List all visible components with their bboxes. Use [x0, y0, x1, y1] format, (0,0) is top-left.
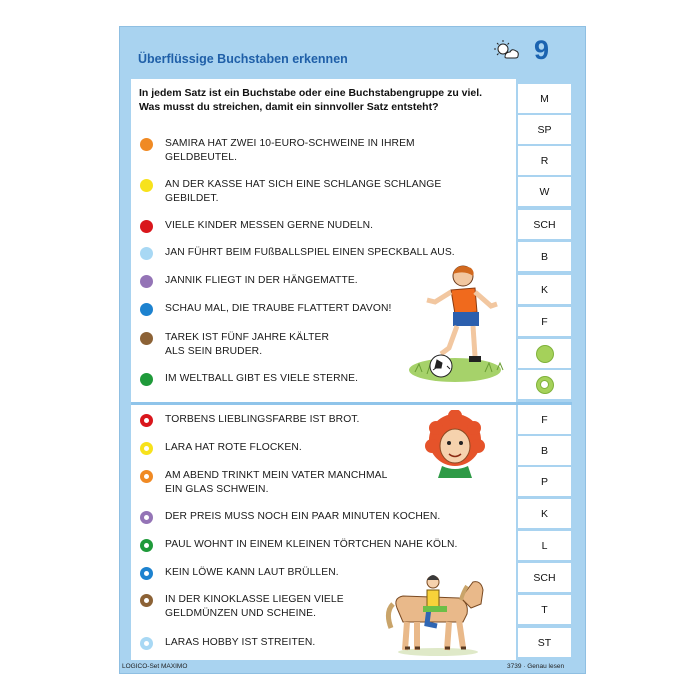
sentence-line: TAREK IST FÜNF JAHRE KÄLTER [165, 332, 330, 343]
answer-tile[interactable]: K [518, 499, 571, 528]
answer-tile[interactable]: F [518, 307, 571, 336]
color-ring-marker [140, 637, 153, 650]
color-dot-marker [140, 138, 153, 151]
sentence-line: SAMIRA HAT ZWEI 10-EURO-SCHWEINE IN IHREM [165, 138, 415, 149]
sentence-line: DER PREIS MUSS NOCH EIN PAAR MINUTEN KOCHEN. [165, 511, 441, 522]
sentence-line: IN DER KINOKLASSE LIEGEN VIELE [165, 594, 344, 605]
sentence-row [140, 593, 344, 621]
instruction-line-2: Was musst du streichen, damit ein sinnvoller Satz entsteht? [139, 101, 439, 113]
sentence-row [140, 137, 415, 165]
color-dot-marker [140, 275, 153, 288]
instruction [139, 86, 514, 114]
sentence-text [165, 510, 440, 524]
answer-tile[interactable]: SCH [518, 210, 571, 239]
sentence-text [165, 178, 441, 206]
sun-cloud-icon [493, 38, 519, 62]
footer-left: LOGICO-Set MAXIMO [122, 663, 188, 670]
color-dot-marker [140, 332, 153, 345]
sentence-line: VIELE KINDER MESSEN GERNE NUDELN. [165, 220, 374, 231]
card-title: Überflüssige Buchstaben erkennen [138, 52, 348, 66]
sentence-line: AN DER KASSE HAT SICH EINE SCHLANGE SCHLANGE [165, 179, 442, 190]
section-divider [131, 402, 572, 405]
sentence-text [165, 331, 329, 359]
sentence-line: ALS SEIN BRUDER. [165, 346, 263, 357]
sentence-text [165, 469, 387, 497]
answer-tile[interactable]: M [518, 84, 571, 113]
color-dot-marker [140, 220, 153, 233]
answer-tile[interactable]: T [518, 595, 571, 624]
sentence-row [140, 510, 440, 524]
sentence-line: TORBENS LIEBLINGSFARBE IST BROT. [165, 414, 360, 425]
sentence-line: IM WELTBALL GIBT ES VIELE STERNE. [165, 373, 359, 384]
sentence-text [165, 274, 358, 288]
answer-tile[interactable]: B [518, 436, 571, 465]
answer-tile[interactable]: W [518, 177, 571, 206]
sentence-row [140, 274, 358, 288]
sentence-text [165, 137, 415, 165]
sentence-row [140, 566, 339, 580]
sentence-text [165, 413, 360, 427]
answer-tile[interactable]: P [518, 467, 571, 496]
sentence-text [165, 441, 302, 455]
sentence-line: LARAS HOBBY IST STREITEN. [165, 637, 316, 648]
sentence-line: GEBILDET. [165, 193, 219, 204]
sentence-line: AM ABEND TRINKT MEIN VATER MANCHMAL [165, 470, 388, 481]
color-dot-marker [140, 179, 153, 192]
color-dot-marker [140, 303, 153, 316]
answer-tile[interactable]: F [518, 405, 571, 434]
answer-tile[interactable]: ST [518, 628, 571, 657]
sentence-line: PAUL WOHNT IN EINEM KLEINEN TÖRTCHEN NAHE KÖLN. [165, 539, 458, 550]
green-ring-icon [536, 376, 554, 394]
sentence-row [140, 441, 302, 455]
color-dot-marker [140, 373, 153, 386]
instruction-line-1: In jedem Satz ist ein Buchstabe oder eine Buchstabengruppe zu viel. [139, 87, 483, 99]
answer-tile-green-ring[interactable] [518, 370, 571, 399]
sentence-text [165, 302, 391, 316]
answer-tile[interactable]: B [518, 242, 571, 271]
color-ring-marker [140, 511, 153, 524]
sentence-row [140, 246, 455, 260]
sentence-line: GELDMÜNZEN UND SCHEINE. [165, 608, 317, 619]
answer-tile-green-dot[interactable] [518, 339, 571, 368]
sentence-row [140, 413, 360, 427]
color-ring-marker [140, 539, 153, 552]
answer-tile[interactable]: R [518, 146, 571, 175]
sentence-row [140, 372, 358, 386]
girl-on-pony-illustration [383, 568, 493, 658]
footer-right: 3739 · Genau lesen [507, 663, 565, 670]
sentence-text [165, 593, 344, 621]
sentence-line: JANNIK FLIEGT IN DER HÄNGEMATTE. [165, 275, 358, 286]
sentence-text [165, 246, 455, 260]
color-ring-marker [140, 442, 153, 455]
boy-soccer-illustration [405, 262, 515, 384]
sentence-text [165, 538, 458, 552]
sentence-row [140, 538, 458, 552]
sentence-text [165, 219, 373, 233]
sentence-row [140, 178, 441, 206]
card-number: 9 [534, 35, 550, 65]
color-ring-marker [140, 470, 153, 483]
color-ring-marker [140, 594, 153, 607]
sentence-text [165, 566, 339, 580]
sentence-line: GELDBEUTEL. [165, 152, 238, 163]
sentence-row [140, 219, 373, 233]
sentence-text [165, 636, 315, 650]
answer-tile[interactable]: K [518, 275, 571, 304]
answer-tile[interactable]: L [518, 531, 571, 560]
sentence-line: JAN FÜHRT BEIM FUßBALLSPIEL EINEN SPECKBALL AUS. [165, 247, 455, 258]
answer-tile[interactable]: SP [518, 115, 571, 144]
girl-red-hair-illustration [420, 410, 490, 478]
color-ring-marker [140, 414, 153, 427]
sentence-row [140, 469, 387, 497]
sentence-row [140, 331, 329, 359]
sentence-line: LARA HAT ROTE FLOCKEN. [165, 442, 302, 453]
answer-tile[interactable]: SCH [518, 563, 571, 592]
sentence-row [140, 302, 391, 316]
green-dot-icon [536, 345, 554, 363]
sentence-line: SCHAU MAL, DIE TRAUBE FLATTERT DAVON! [165, 303, 392, 314]
sentence-text [165, 372, 358, 386]
sentence-line: EIN GLAS SCHWEIN. [165, 484, 269, 495]
color-ring-marker [140, 567, 153, 580]
sentence-line: KEIN LÖWE KANN LAUT BRÜLLEN. [165, 567, 339, 578]
color-dot-marker [140, 247, 153, 260]
sentence-row [140, 636, 315, 650]
